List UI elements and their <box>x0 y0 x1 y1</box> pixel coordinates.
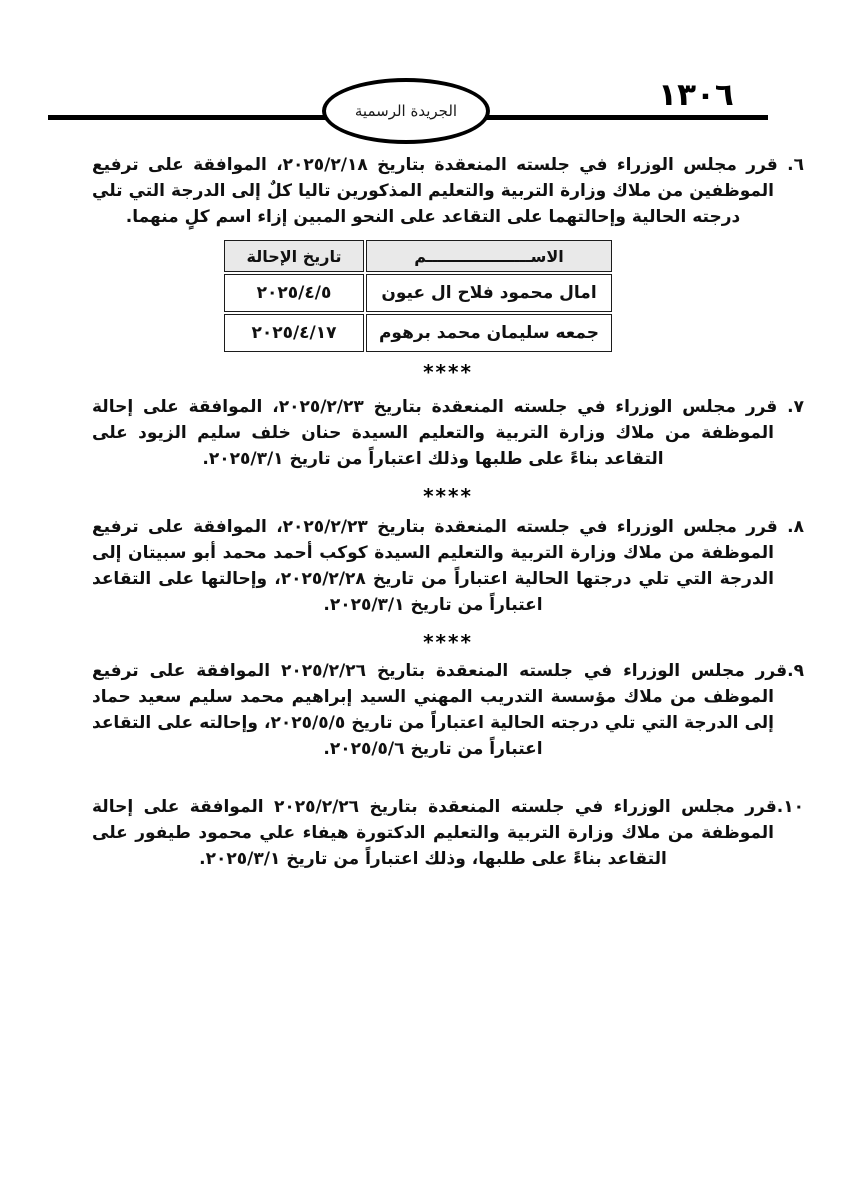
decree-paragraph-10: ١٠.قرر مجلس الوزراء في جلسته المنعقدة بتاريخ ٢٠٢٥/٢/٢٦ الموافقة على إحالة الموظفة من ملاك وزارة التربية والتعليم الدكتورة هيفاء علي محمود طيفور على التقاعد بناءً على طلبها، وذلك اعتباراً من تاريخ ٢٠٢٥/٣/١. <box>92 797 804 869</box>
decree-paragraph-9: ٩.قرر مجلس الوزراء في جلسته المنعقدة بتاريخ ٢٠٢٥/٢/٢٦ الموافقة على ترفيع الموظف من ملاك مؤسسة التدريب المهني السيد إبراهيم محمد سليم سعيد حماد إلى الدرجة التي تلي درجته الحالية اعتباراً من تاريخ ٢٠٢٥/٥/٥، وإحالته على التقاعد اعتباراً من تاريخ ٢٠٢٥/٥/٦. <box>92 661 804 759</box>
referral-date-column-header: تاريخ الإحالة <box>224 240 364 272</box>
gazette-badge <box>322 78 490 144</box>
decree-paragraph-7: ٧. قرر مجلس الوزراء في جلسته المنعقدة بتاريخ ٢٠٢٥/٢/٢٣، الموافقة على إحالة الموظفة من ملاك وزارة التربية والتعليم السيدة حنان خلف سليم الزيود على التقاعد بناءً على طلبها وذلك اعتباراً من تاريخ ٢٠٢٥/٣/١. <box>92 397 805 469</box>
referral-date-cell: ٢٠٢٥/٤/٥ <box>224 274 364 312</box>
document-body <box>92 140 804 872</box>
table-row <box>224 314 612 352</box>
employee-name-cell: جمعه سليمان محمد برهوم <box>366 314 612 352</box>
decree-paragraph-6: ٦. قرر مجلس الوزراء في جلسته المنعقدة بتاريخ ٢٠٢٥/٢/١٨، الموافقة على ترفيع الموظفين من ملاك وزارة التربية والتعليم المذكورين تاليا كلٌ إلى الدرجة التي تلي درجته الحالية وإحالتهما على التقاعد على النحو المبين إزاء اسم كلٍ منهما. <box>92 155 804 227</box>
table-row <box>224 274 612 312</box>
employee-name-cell: امال محمود فلاح ال عيون <box>366 274 612 312</box>
stars-separator: **** <box>423 630 473 654</box>
gazette-badge-label: الجريدة الرسمية <box>354 102 458 120</box>
page-number: ١٣٠٦ <box>658 77 734 113</box>
stars-separator: **** <box>423 484 473 508</box>
table-header-row <box>224 240 612 272</box>
name-column-header: الاســـــــــــــــــــم <box>366 240 612 272</box>
decree-paragraph-8: ٨. قرر مجلس الوزراء في جلسته المنعقدة بتاريخ ٢٠٢٥/٢/٢٣، الموافقة على ترفيع الموظفة من ملاك وزارة التربية والتعليم السيدة كوكب أحمد محمد أبو سبيتان إلى الدرجة التي تلي درجتها الحالية اعتباراً من تاريخ ٢٠٢٥/٢/٢٨، وإحالتها على التقاعد اعتباراً من تاريخ ٢٠٢٥/٣/١. <box>92 517 804 615</box>
stars-separator: **** <box>423 360 473 384</box>
referral-date-cell: ٢٠٢٥/٤/١٧ <box>224 314 364 352</box>
referrals-table <box>222 238 614 354</box>
